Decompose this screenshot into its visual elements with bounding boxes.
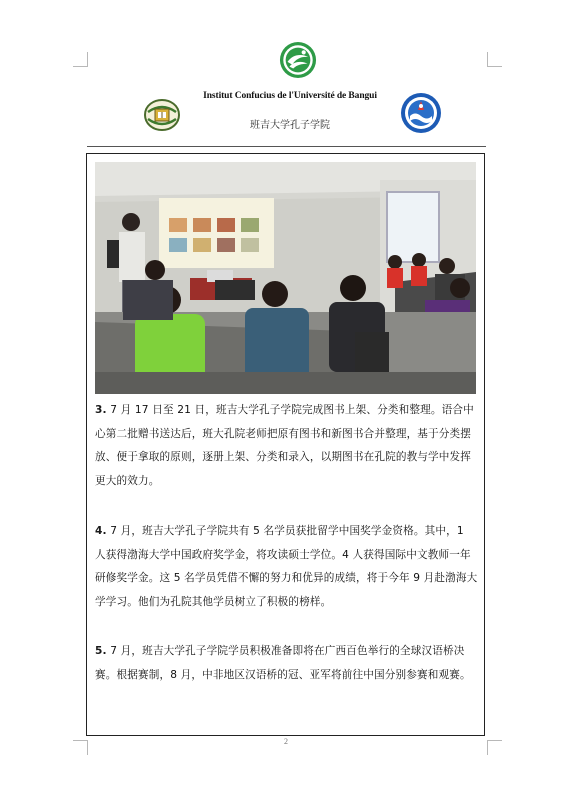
institute-title-chinese: 班吉大学孔子学院: [250, 120, 330, 131]
news-item-3: [95, 399, 478, 493]
classroom-presentation-photo: [95, 162, 476, 394]
header-divider: [87, 146, 486, 147]
news-item-4: [95, 520, 478, 614]
crop-mark-top-right: [487, 52, 502, 67]
crop-mark-bottom-right: [487, 740, 502, 755]
confucius-institute-logo-icon: [279, 41, 317, 79]
crop-mark-top-left: [73, 52, 88, 67]
content-frame: [86, 153, 485, 736]
news-item-5-number: 5.: [95, 645, 107, 657]
news-item-3-text: 7 月 17 日至 21 日，班吉大学孔子学院完成图书上架、分类和整理。语合中心第二批赠书送达后，班大孔院老师把原有图书和新图书合并整理，基于分类摆放、便于拿取的原则，逐册上架、分类和录入，以期图书在孔院的教与学中发挥更大的效力。: [95, 404, 474, 487]
news-item-4-number: 4.: [95, 525, 107, 537]
institute-title-french: Institut Confucius de l'Université de Bangui: [203, 91, 377, 101]
news-item-5: [95, 640, 478, 687]
page-number: 2: [284, 737, 288, 746]
bohai-university-emblem-icon: [400, 92, 442, 134]
news-item-3-number: 3.: [95, 404, 107, 416]
crop-mark-bottom-left: [73, 740, 88, 755]
university-of-bangui-crest-icon: [142, 97, 182, 133]
news-item-4-text: 7 月，班吉大学孔子学院共有 5 名学员获批留学中国奖学金资格。其中，1 人获得渤海大学中国政府奖学金，将攻读硕士学位。4 人获得国际中文教师一年研修奖学金。这 5 名学员凭借不懈的努力和优异的成绩，将于今年 9 月赴渤海大学学习。他们为孔院其他学员树立了积极的榜样。: [95, 525, 478, 608]
news-item-5-text: 7 月，班吉大学孔子学院学员积极准备即将在广西百色举行的全球汉语桥决赛。根据赛制，8 月，中非地区汉语桥的冠、亚军将前往中国分别参赛和观赛。: [95, 645, 471, 681]
